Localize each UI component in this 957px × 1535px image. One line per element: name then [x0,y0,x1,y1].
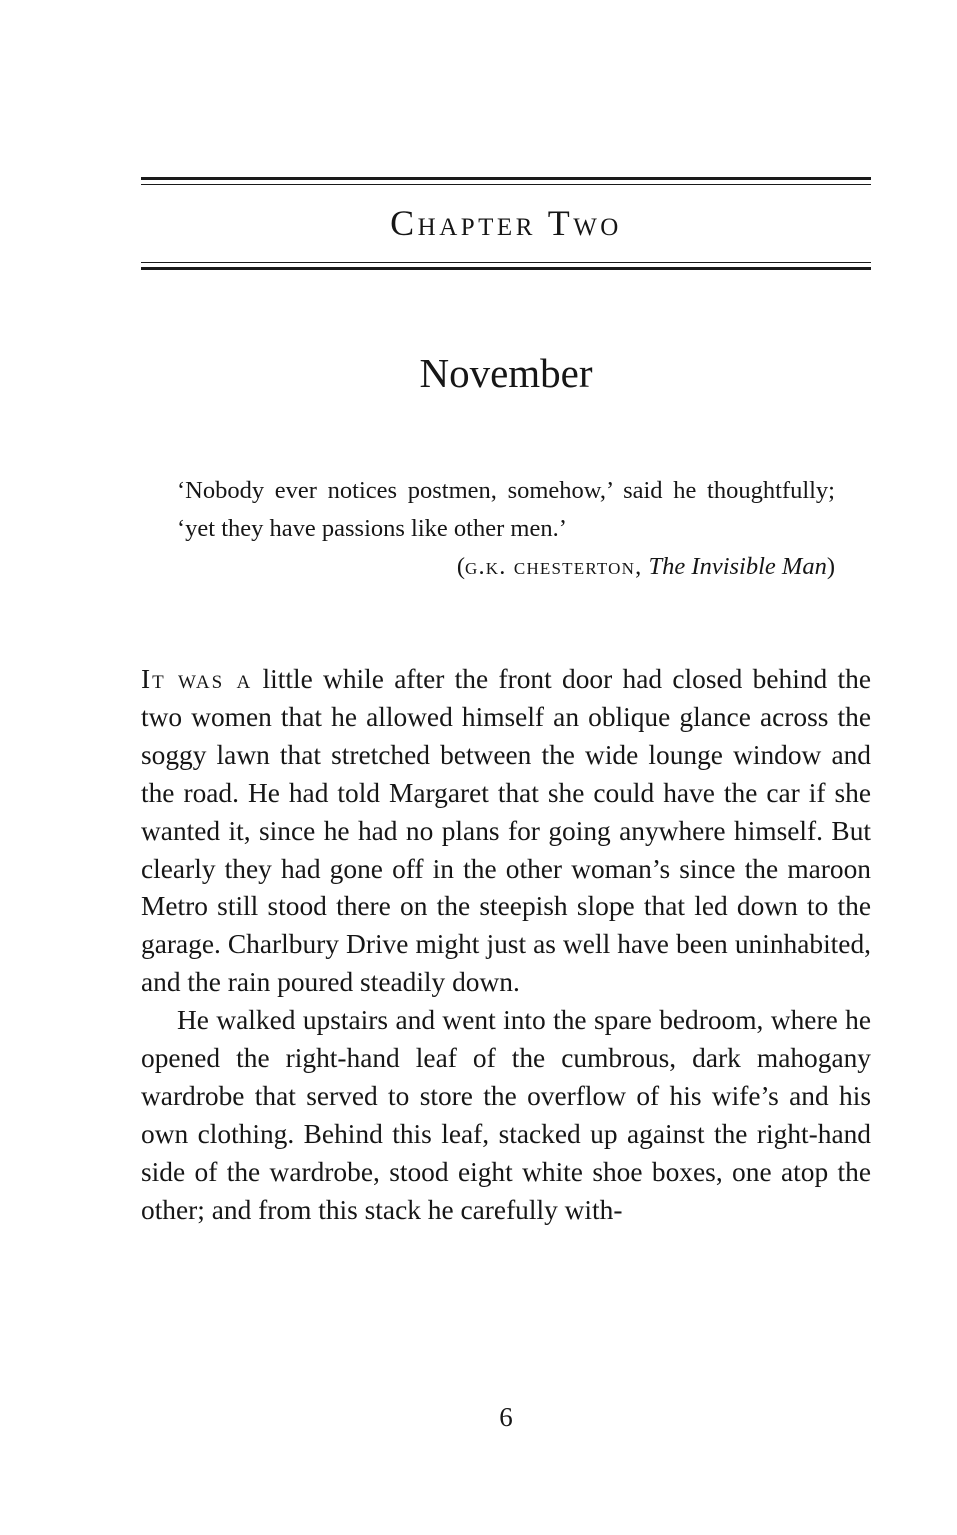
attribution-work: The Invisible Man [648,553,827,580]
rule-thin [141,262,871,263]
attribution-open-paren: ( [456,553,465,580]
page-number: 6 [499,1402,513,1432]
chapter-title: November [419,350,593,396]
chapter-heading: Chapter Two [390,203,622,243]
chapter-rule-top [141,177,871,185]
opening-words: It was a [141,664,253,694]
epigraph-attribution [177,548,835,586]
paragraph-2: He walked upstairs and went into the spare bedroom, where he opened the right-hand leaf of the cumbrous, dark mahogany wardrobe that served to store the overflow of his wife’s and his own clothing. Behind this leaf, stacked up against the right-hand side of the wardrobe, stood eight white shoe boxes, one atop the other; and from this stack he carefully with- [141,1005,871,1225]
paragraph-1 [141,661,871,1002]
chapter-rule-bottom [141,262,871,270]
rule-thin [141,184,871,185]
rule-thick [141,267,871,270]
paragraph-1-text: little while after the front door had closed behind the two women that he allowed himself an oblique glance across the soggy lawn that stretched between the wide lounge window and the road. He had told Margaret that she could have the car if she wanted it, since he had no plans for going anywhere himself. But clearly they had gone off in the other woman’s since the maroon Metro still stood there on the steepish slope that led down to the garage. Charlbury Drive might just as well have been uninhabited, and the rain poured steadily down. [141,664,872,998]
rule-thick [141,177,871,180]
attribution-close-paren: ) [826,553,835,580]
attribution-author: g.k. chesterton, [464,553,643,580]
body-text [141,661,871,1230]
epigraph-quote: ‘Nobody ever notices postmen, somehow,’ said he thoughtfully; ‘yet they have passions like other men.’ [177,477,835,542]
epigraph [177,472,835,586]
